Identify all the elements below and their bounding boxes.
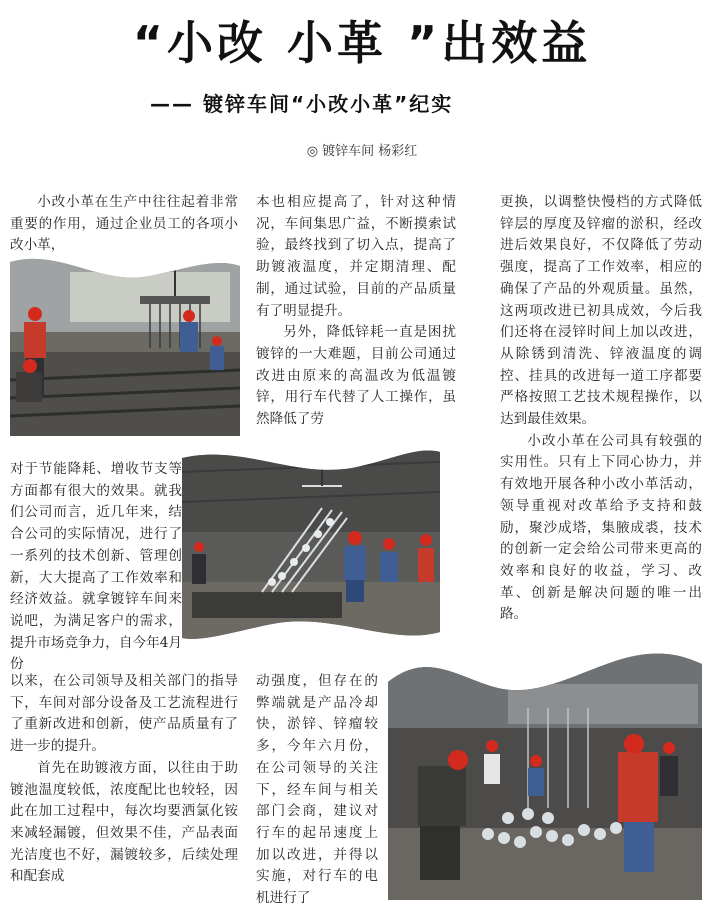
paragraph-flux-continued: 本也相应提高了，针对这种情况，车间集思广益，不断摸索试验，最终找到了切入点，提高了助镀液温度，并定期清理、配制，通过试验，目前的产品质量有了明显提升。 — [256, 194, 456, 319]
column-2-bottom — [256, 671, 378, 910]
column-1-top — [10, 192, 238, 257]
article-byline: ◎ 镀锌车间 杨彩红 — [306, 144, 418, 159]
workshop-photo-1 — [10, 252, 240, 436]
paragraph-results: 更换，以调整快慢档的方式降低锌层的厚度及锌瘤的淤积，经改进后效果良好，不仅降低了劳动强度，提高了工作效率，相应的确保了产品的外观质量。虽然，这两项改进已初具成效，今后我们还将在浸锌时间上加以改进，从除锈到清洗、锌液温度的调控、挂具的改进每一道工序都要严格按照工艺技术规程操作，以达到最佳效果。 — [500, 194, 702, 428]
workshop-photo-3 — [388, 648, 702, 900]
column-1-middle — [10, 459, 182, 676]
paragraph-effects: 对于节能降耗、增收节支等方面都有很大的效果。就我们公司而言，近几年来，结合公司的实际情况，进行了一系列的技术创新、管理创新，大大提高了工作效率和经济效益。就拿镀锌车间来说吧，为满足客户的需求，提升市场竞争力，自今年4月份 — [10, 461, 182, 673]
article-title: “小改 小革 ”出效益 — [132, 16, 592, 70]
article-subtitle: —— 镀锌车间“小改小革”纪实 — [150, 92, 454, 116]
paragraph-conclusion: 小改小革在公司具有较强的实用性。只有上下同心协力，并有效地开展各种小改小革活动，领导重视对改革给予支持和鼓励，聚沙成塔，集腋成裘，技术的创新一定会给公司带来更高的效率和良好的收益，学习、改革、创新是解决问题的唯一出路。 — [500, 432, 702, 623]
column-3 — [500, 192, 702, 626]
workshop-photo-2 — [182, 442, 440, 646]
column-2-top — [256, 192, 456, 431]
column-1-bottom — [10, 671, 238, 888]
paragraph-intro: 小改小革在生产中往往起着非常重要的作用，通过企业员工的各项小改小革， — [10, 194, 238, 254]
paragraph-flux: 首先在助镀液方面，以往由于助镀池温度较低，浓度配比也较轻，因此在加工过程中，每次均要洒氯化铵来减轻漏镀，但效果不佳，产品表面光洁度也不好，漏镀较多，后续处理和配套成 — [10, 759, 238, 885]
paragraph-crane: 动强度，但存在的弊端就是产品冷却快，淤锌、锌瘤较多，今年六月份，在公司领导的关注下，经车间与相关部门会商，建议对行车的起吊速度上加以改进，并得以实施，对行车的电机进行了 — [256, 673, 378, 907]
paragraph-zinc-consumption: 另外，降低锌耗一直是困扰镀锌的一大难题，目前公司通过改进由原来的高温改为低温镀锌，用行车代替了人工操作，虽然降低了劳 — [256, 324, 456, 428]
paragraph-improvements: 以来，在公司领导及相关部门的指导下，车间对部分设备及工艺流程进行了重新改进和创新，使产品质量有了进一步的提升。 — [10, 673, 238, 755]
